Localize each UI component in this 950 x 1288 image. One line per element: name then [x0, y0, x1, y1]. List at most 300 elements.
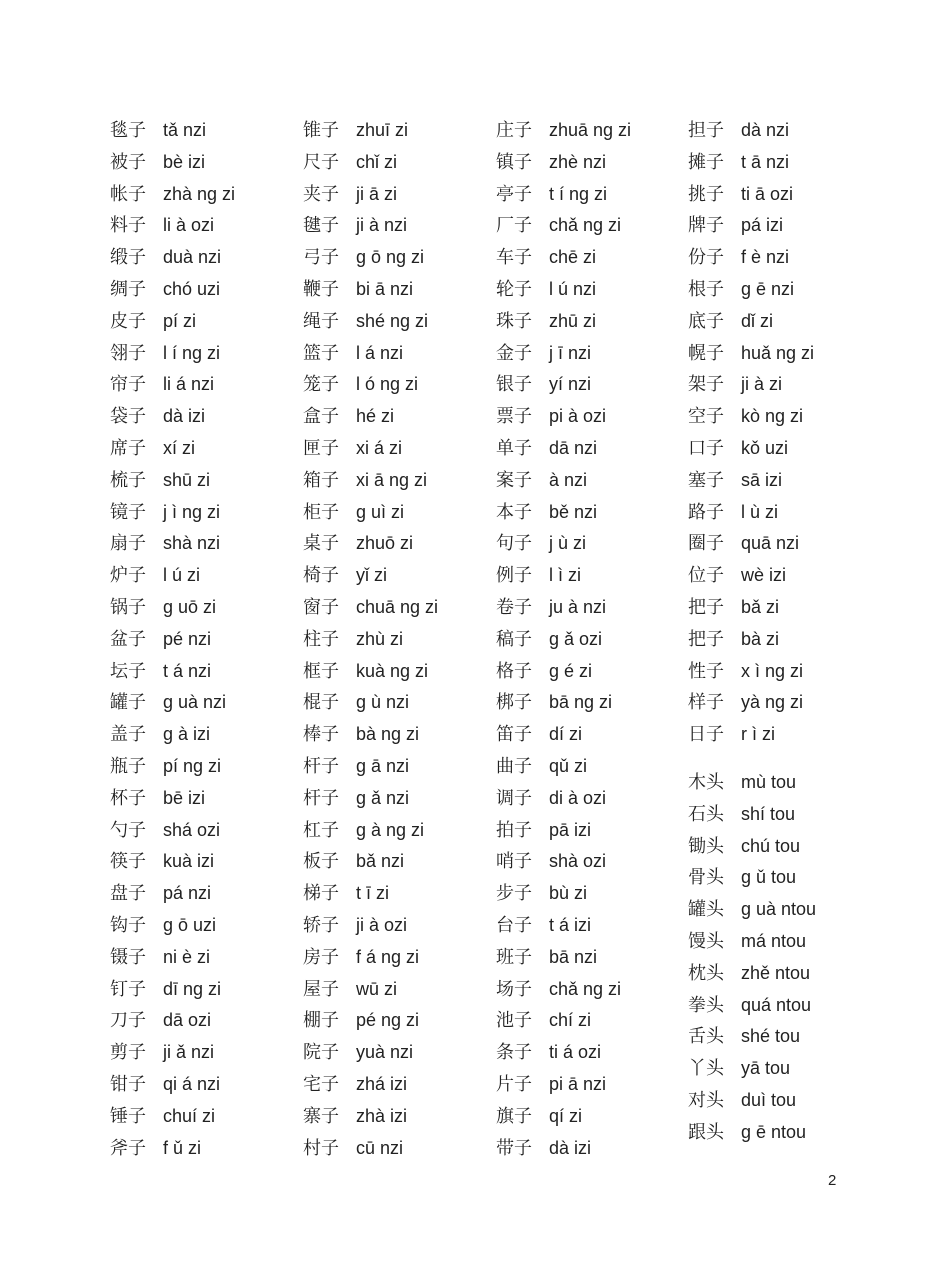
word-entry [303, 306, 493, 338]
word-pinyin: tǎ nzi [163, 120, 207, 140]
word-entry [688, 210, 878, 242]
word-pinyin: bà zi [741, 628, 780, 649]
word-entry [110, 433, 300, 465]
word-entry [110, 1069, 300, 1101]
word-hanzi: 馒头 [688, 930, 724, 952]
word-entry [303, 242, 493, 274]
word-pinyin: à nzi [549, 469, 588, 490]
word-hanzi: 摊子 [688, 151, 724, 173]
word-entry [110, 656, 300, 688]
word-entry [303, 1101, 493, 1133]
word-pinyin: j ù zi [549, 533, 587, 554]
word-pinyin: t ī zi [356, 883, 390, 904]
word-pinyin: bē izi [163, 787, 206, 808]
word-entry [496, 1101, 686, 1133]
word-pinyin: wū zi [356, 978, 398, 999]
word-pinyin: g uō zi [163, 596, 217, 617]
word-entry [688, 656, 878, 688]
word-hanzi: 坛子 [110, 660, 146, 682]
word-pinyin: r ì zi [741, 724, 775, 745]
word-entry [688, 926, 878, 958]
word-entry [110, 560, 300, 592]
word-entry [110, 910, 300, 942]
word-pinyin: g ō uzi [163, 914, 217, 935]
word-hanzi: 轿子 [303, 914, 339, 936]
word-hanzi: 帘子 [110, 374, 146, 396]
word-pinyin: pí ng zi [163, 755, 222, 776]
word-pinyin: ji ǎ nzi [163, 1042, 215, 1063]
word-hanzi: 牌子 [688, 215, 724, 237]
word-hanzi: 丫头 [688, 1058, 724, 1080]
word-hanzi: 刀子 [110, 1010, 146, 1032]
column-1 [110, 115, 300, 1164]
word-hanzi: 位子 [688, 565, 724, 587]
word-hanzi: 棒子 [303, 724, 339, 746]
word-hanzi: 场子 [496, 978, 532, 1000]
word-pinyin: pé ng zi [356, 1010, 420, 1031]
word-hanzi: 罐子 [110, 692, 146, 714]
word-pinyin: bǎ zi [741, 596, 780, 617]
word-entry [303, 687, 493, 719]
word-pinyin: li à ozi [163, 215, 215, 236]
word-pinyin: g ē ntou [741, 1121, 807, 1142]
word-entry [303, 528, 493, 560]
word-entry [496, 751, 686, 783]
word-hanzi: 口子 [688, 437, 724, 459]
word-entry [110, 751, 300, 783]
word-pinyin: yuà nzi [356, 1042, 414, 1063]
word-pinyin: t ā nzi [741, 151, 790, 172]
word-hanzi: 锅子 [110, 596, 146, 618]
word-hanzi: 对头 [688, 1089, 724, 1111]
word-pinyin: g uà ntou [741, 899, 817, 920]
word-pinyin: xi ā ng zi [356, 469, 428, 490]
word-entry [110, 528, 300, 560]
word-pinyin: kǒ uzi [741, 437, 789, 458]
word-entry [110, 242, 300, 274]
word-pinyin: bā ng zi [549, 692, 613, 713]
word-hanzi: 格子 [496, 660, 532, 682]
word-entry [303, 1133, 493, 1165]
word-hanzi: 笼子 [303, 374, 339, 396]
column-3 [496, 115, 686, 1164]
word-hanzi: 哨子 [496, 851, 532, 873]
word-entry [110, 1133, 300, 1165]
word-hanzi: 塞子 [688, 469, 724, 491]
word-pinyin: chǐ zi [356, 151, 398, 172]
word-pinyin: zhá izi [356, 1073, 408, 1094]
word-entry [110, 369, 300, 401]
word-entry [303, 147, 493, 179]
word-hanzi: 杠子 [303, 819, 339, 841]
word-pinyin: má ntou [741, 930, 807, 951]
word-pinyin: l ú zi [163, 565, 201, 586]
word-pinyin: ji à zi [741, 374, 783, 395]
word-pinyin: bi ā nzi [356, 278, 414, 299]
word-hanzi: 句子 [496, 533, 532, 555]
word-entry [303, 369, 493, 401]
word-entry [110, 1101, 300, 1133]
word-pinyin: g ǔ tou [741, 867, 797, 888]
word-pinyin: f è nzi [741, 247, 790, 268]
word-entry [110, 1037, 300, 1069]
word-pinyin: chí zi [549, 1010, 592, 1031]
word-hanzi: 调子 [496, 787, 532, 809]
word-pinyin: dā ozi [163, 1010, 212, 1031]
word-hanzi: 骨头 [688, 867, 724, 889]
word-hanzi: 轮子 [496, 278, 532, 300]
word-entry [496, 274, 686, 306]
word-pinyin: dà izi [163, 406, 206, 427]
word-hanzi: 勺子 [110, 819, 146, 841]
word-pinyin: ji à nzi [356, 215, 408, 236]
word-entry [688, 338, 878, 370]
word-hanzi: 瓶子 [110, 755, 146, 777]
word-entry [688, 401, 878, 433]
word-entry [303, 974, 493, 1006]
word-hanzi: 梯子 [303, 883, 339, 905]
word-hanzi: 钉子 [110, 978, 146, 1000]
word-pinyin: dà izi [549, 1137, 592, 1158]
word-entry [688, 242, 878, 274]
word-hanzi: 样子 [688, 692, 724, 714]
word-hanzi: 筷子 [110, 851, 146, 873]
word-hanzi: 庄子 [496, 120, 532, 141]
word-pinyin: quá ntou [741, 994, 812, 1015]
word-hanzi: 毯子 [110, 120, 146, 141]
word-hanzi: 把子 [688, 596, 724, 618]
word-hanzi: 例子 [496, 565, 532, 587]
word-pinyin: pá izi [741, 215, 784, 236]
word-pinyin: kuà izi [163, 851, 215, 872]
word-hanzi: 柜子 [303, 501, 339, 523]
word-entry [688, 862, 878, 894]
word-entry [688, 306, 878, 338]
word-hanzi: 架子 [688, 374, 724, 396]
word-pinyin: l ú nzi [549, 278, 597, 299]
word-entry [688, 592, 878, 624]
word-pinyin: pá nzi [163, 883, 212, 904]
word-entry [110, 719, 300, 751]
word-hanzi: 尺子 [303, 151, 339, 173]
word-hanzi: 旗子 [496, 1105, 532, 1127]
word-pinyin: kò ng zi [741, 406, 804, 427]
word-hanzi: 篮子 [303, 342, 339, 364]
word-pinyin: shé ng zi [356, 310, 429, 331]
word-pinyin: xi á zi [356, 437, 403, 458]
word-pinyin: yà ng zi [741, 692, 804, 713]
word-pinyin: g ā nzi [356, 755, 410, 776]
word-hanzi: 杯子 [110, 787, 146, 809]
word-pinyin: ji à ozi [356, 914, 408, 935]
word-pinyin: g ō ng zi [356, 247, 425, 268]
word-hanzi: 院子 [303, 1042, 339, 1064]
word-pinyin: chǎ ng zi [549, 978, 622, 999]
word-hanzi: 步子 [496, 883, 532, 905]
word-entry [688, 179, 878, 211]
column-4 [688, 115, 878, 1149]
word-entry [688, 115, 878, 147]
word-pinyin: pā izi [549, 819, 592, 840]
word-pinyin: bě nzi [549, 501, 598, 522]
word-hanzi: 底子 [688, 310, 724, 332]
word-entry [303, 592, 493, 624]
word-entry [688, 369, 878, 401]
word-entry [110, 687, 300, 719]
word-entry [688, 719, 878, 751]
word-entry [303, 751, 493, 783]
word-hanzi: 夹子 [303, 183, 339, 205]
word-entry [496, 433, 686, 465]
word-hanzi: 票子 [496, 406, 532, 428]
word-hanzi: 窗子 [303, 596, 339, 618]
word-entry [688, 687, 878, 719]
word-hanzi: 幌子 [688, 342, 724, 364]
word-pinyin: huǎ ng zi [741, 342, 815, 363]
word-pinyin: dǐ zi [741, 310, 774, 331]
word-pinyin: qí zi [549, 1105, 583, 1126]
word-entry [110, 592, 300, 624]
word-entry [303, 624, 493, 656]
word-pinyin: pi à ozi [549, 406, 607, 427]
word-entry [496, 1133, 686, 1165]
word-entry [688, 1085, 878, 1117]
word-entry [688, 465, 878, 497]
word-pinyin: sā izi [741, 469, 783, 490]
word-hanzi: 鞭子 [303, 278, 339, 300]
word-entry [496, 210, 686, 242]
word-entry [303, 497, 493, 529]
word-pinyin: shà nzi [163, 533, 221, 554]
word-hanzi: 翎子 [110, 342, 146, 364]
word-hanzi: 盘子 [110, 883, 146, 905]
word-entry [303, 815, 493, 847]
word-pinyin: g à izi [163, 724, 211, 745]
word-hanzi: 根子 [688, 278, 724, 300]
word-pinyin: dī ng zi [163, 978, 222, 999]
word-entry [688, 497, 878, 529]
word-hanzi: 杆子 [303, 755, 339, 777]
word-hanzi: 桌子 [303, 533, 339, 555]
word-entry [496, 306, 686, 338]
word-entry [110, 465, 300, 497]
word-entry [496, 910, 686, 942]
word-entry [496, 624, 686, 656]
word-entry [496, 401, 686, 433]
word-pinyin: j ì ng zi [163, 501, 221, 522]
word-pinyin: l ì zi [549, 565, 582, 586]
word-hanzi: 镊子 [110, 946, 146, 968]
word-hanzi: 拍子 [496, 819, 532, 841]
word-pinyin: zhuā ng zi [549, 120, 632, 140]
word-pinyin: shí tou [741, 803, 796, 824]
word-entry [688, 990, 878, 1022]
word-pinyin: bǎ nzi [356, 851, 405, 872]
word-hanzi: 车子 [496, 247, 532, 269]
word-hanzi: 卷子 [496, 596, 532, 618]
word-hanzi: 剪子 [110, 1042, 146, 1064]
word-pinyin: yí nzi [549, 374, 592, 395]
word-entry [688, 1053, 878, 1085]
word-hanzi: 箱子 [303, 469, 339, 491]
word-hanzi: 空子 [688, 406, 724, 428]
word-hanzi: 杆子 [303, 787, 339, 809]
word-pinyin: t í ng zi [549, 183, 608, 204]
word-entry [496, 560, 686, 592]
word-entry [496, 878, 686, 910]
word-entry [110, 401, 300, 433]
word-hanzi: 班子 [496, 946, 532, 968]
word-entry [496, 369, 686, 401]
word-hanzi: 台子 [496, 914, 532, 936]
word-pinyin: pi ā nzi [549, 1073, 607, 1094]
word-entry [496, 179, 686, 211]
word-hanzi: 罐头 [688, 899, 724, 921]
word-hanzi: 寨子 [303, 1105, 339, 1127]
word-entry [688, 560, 878, 592]
word-entry [303, 878, 493, 910]
word-entry [303, 274, 493, 306]
word-entry [688, 831, 878, 863]
word-hanzi: 被子 [110, 151, 146, 173]
word-hanzi: 舌头 [688, 1026, 724, 1048]
word-entry [688, 767, 878, 799]
word-hanzi: 盖子 [110, 724, 146, 746]
word-pinyin: chú tou [741, 835, 801, 856]
word-hanzi: 跟头 [688, 1121, 724, 1143]
word-pinyin: g ǎ ozi [549, 628, 603, 649]
word-entry [110, 210, 300, 242]
word-pinyin: g ù nzi [356, 692, 410, 713]
word-hanzi: 绳子 [303, 310, 339, 332]
word-pinyin: g ē nzi [741, 278, 795, 299]
word-hanzi: 缎子 [110, 247, 146, 269]
word-pinyin: qǔ zi [549, 755, 588, 776]
word-pinyin: di à ozi [549, 787, 607, 808]
word-hanzi: 木头 [688, 771, 724, 793]
word-entry [110, 338, 300, 370]
word-entry [303, 1069, 493, 1101]
word-entry [303, 115, 493, 147]
word-hanzi: 料子 [110, 215, 146, 237]
word-pinyin: li á nzi [163, 374, 215, 395]
word-hanzi: 锥子 [303, 120, 339, 141]
word-pinyin: l í ng zi [163, 342, 221, 363]
word-entry [496, 528, 686, 560]
word-hanzi: 日子 [688, 724, 724, 746]
section-gap [688, 751, 878, 767]
word-hanzi: 棚子 [303, 1010, 339, 1032]
word-entry [496, 147, 686, 179]
word-pinyin: x ì ng zi [741, 660, 804, 681]
word-pinyin: duà nzi [163, 247, 222, 268]
word-hanzi: 担子 [688, 120, 724, 141]
word-entry [110, 115, 300, 147]
word-entry [110, 497, 300, 529]
word-hanzi: 钩子 [110, 914, 146, 936]
word-hanzi: 池子 [496, 1010, 532, 1032]
word-hanzi: 柱子 [303, 628, 339, 650]
word-hanzi: 亭子 [496, 183, 532, 205]
word-hanzi: 镜子 [110, 501, 146, 523]
word-pinyin: bè izi [163, 151, 206, 172]
word-entry [496, 242, 686, 274]
word-entry [688, 958, 878, 990]
word-pinyin: mù tou [741, 771, 797, 792]
word-entry [688, 894, 878, 926]
word-hanzi: 把子 [688, 628, 724, 650]
word-entry [496, 783, 686, 815]
word-hanzi: 屋子 [303, 978, 339, 1000]
word-pinyin: ni è zi [163, 946, 211, 967]
word-pinyin: cū nzi [356, 1137, 404, 1158]
word-pinyin: zhě ntou [741, 962, 811, 983]
word-hanzi: 盒子 [303, 406, 339, 428]
word-pinyin: dā nzi [549, 437, 598, 458]
word-entry [303, 433, 493, 465]
word-entry [496, 719, 686, 751]
word-pinyin: g ǎ nzi [356, 787, 410, 808]
word-pinyin: pé nzi [163, 628, 212, 649]
word-pinyin: pí zi [163, 310, 197, 331]
word-hanzi: 炉子 [110, 565, 146, 587]
word-hanzi: 带子 [496, 1137, 532, 1159]
word-pinyin: l ó ng zi [356, 374, 419, 395]
word-pinyin: qi á nzi [163, 1073, 221, 1094]
word-hanzi: 银子 [496, 374, 532, 396]
word-pinyin: g é zi [549, 660, 593, 681]
word-hanzi: 梆子 [496, 692, 532, 714]
word-entry [303, 846, 493, 878]
word-hanzi: 片子 [496, 1073, 532, 1095]
word-pinyin: zhà izi [356, 1105, 408, 1126]
word-hanzi: 案子 [496, 469, 532, 491]
word-entry [496, 115, 686, 147]
word-hanzi: 盆子 [110, 628, 146, 650]
word-hanzi: 份子 [688, 247, 724, 269]
word-entry [303, 560, 493, 592]
word-entry [303, 719, 493, 751]
word-pinyin: j ī nzi [549, 342, 592, 363]
word-hanzi: 房子 [303, 946, 339, 968]
word-entry [688, 1021, 878, 1053]
word-entry [496, 942, 686, 974]
word-pinyin: g uà nzi [163, 692, 227, 713]
word-pinyin: zhè nzi [549, 151, 607, 172]
word-hanzi: 村子 [303, 1137, 339, 1159]
word-pinyin: wè izi [741, 565, 787, 586]
word-hanzi: 斧子 [110, 1137, 146, 1159]
word-hanzi: 圈子 [688, 533, 724, 555]
word-hanzi: 框子 [303, 660, 339, 682]
word-pinyin: quā nzi [741, 533, 800, 554]
word-entry [496, 974, 686, 1006]
column-2 [303, 115, 493, 1164]
word-pinyin: chē zi [549, 247, 597, 268]
word-entry [303, 942, 493, 974]
word-hanzi: 袋子 [110, 406, 146, 428]
word-hanzi: 宅子 [303, 1073, 339, 1095]
word-entry [303, 401, 493, 433]
word-hanzi: 钳子 [110, 1073, 146, 1095]
word-entry [496, 465, 686, 497]
word-pinyin: bù zi [549, 883, 588, 904]
word-hanzi: 弓子 [303, 247, 339, 269]
word-entry [303, 338, 493, 370]
word-entry [110, 274, 300, 306]
word-hanzi: 金子 [496, 342, 532, 364]
word-entry [688, 274, 878, 306]
